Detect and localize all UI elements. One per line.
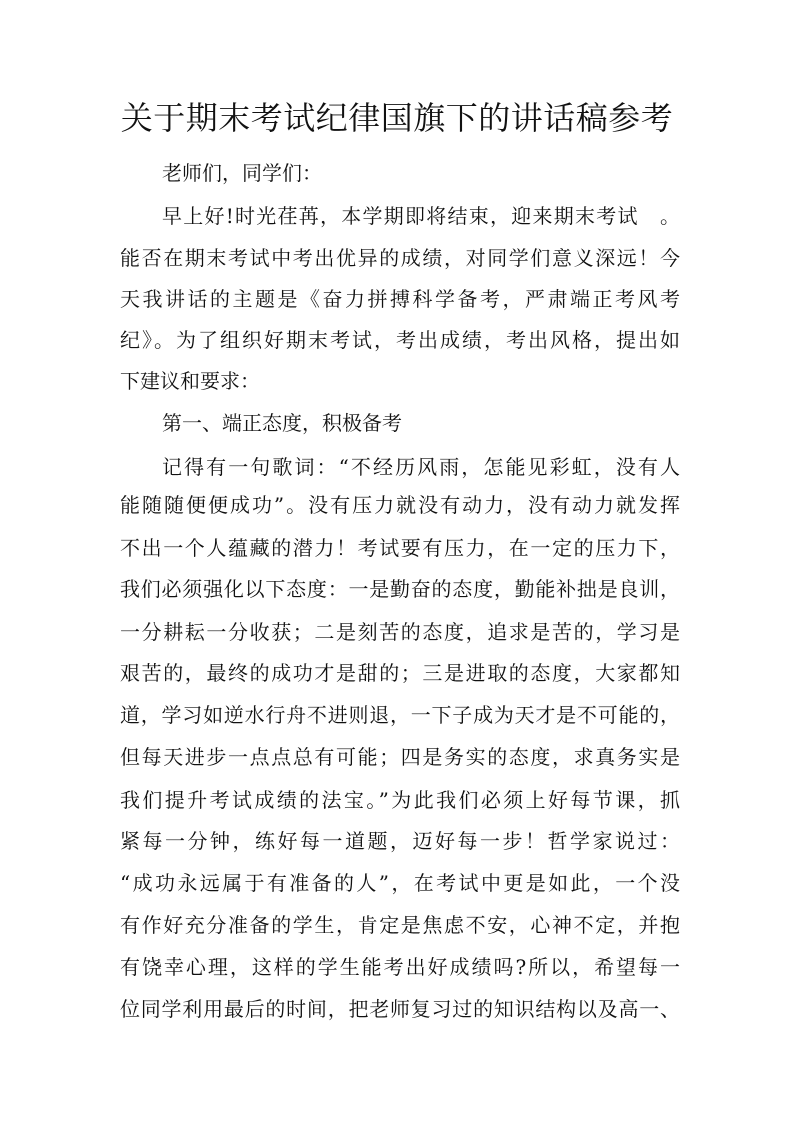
- body-line: 能随随便便成功”。没有压力就没有动力，没有动力就发挥: [120, 493, 680, 517]
- body-line: 紧每一分钟，练好每一道题，迈好每一步！哲学家说过：: [120, 829, 680, 853]
- section-heading: 第一、端正态度，积极备考: [162, 411, 402, 435]
- body-line: 我们必须强化以下态度：一是勤奋的态度，勤能补拙是良训，: [120, 577, 680, 601]
- body-line: 艰苦的，最终的成功才是甜的；三是进取的态度，大家都知: [120, 661, 680, 685]
- body-line: 能否在期末考试中考出优异的成绩，对同学们意义深远！今: [120, 246, 680, 270]
- body-line: 有饶幸心理，这样的学生能考出好成绩吗?所以，希望每一: [120, 955, 680, 979]
- body-line: 有作好充分准备的学生，肯定是焦虑不安，心神不定，并抱: [120, 913, 680, 937]
- salutation-line: 老师们，同学们：: [162, 161, 322, 185]
- body-line: 但每天进步一点点总有可能；四是务实的态度，求真务实是: [120, 745, 680, 769]
- body-line: “成功永远属于有准备的人”，在考试中更是如此，一个没: [120, 871, 680, 895]
- body-line: 道，学习如逆水行舟不进则退，一下子成为天才是不可能的，: [120, 703, 680, 727]
- body-line: 不出一个人蕴藏的潜力！考试要有压力，在一定的压力下，: [120, 536, 680, 560]
- body-line: 一分耕耘一分收获；二是刻苦的态度，追求是苦的，学习是: [120, 620, 680, 644]
- body-line: 天我讲话的主题是《奋力拼搏科学备考，严肃端正考风考: [120, 287, 680, 311]
- body-line: 我们提升考试成绩的法宝。”为此我们必须上好每节课，抓: [120, 788, 680, 812]
- body-line: 早上好!时光荏苒，本学期即将结束，迎来期末考试 。: [162, 204, 680, 228]
- body-line: 纪》。为了组织好期末考试，考出成绩，考出风格，提出如: [120, 328, 680, 352]
- body-line: 记得有一句歌词：“不经历风雨，怎能见彩虹，没有人: [162, 455, 680, 479]
- document-title: 关于期末考试纪律国旗下的讲话稿参考: [120, 99, 674, 137]
- body-line: 下建议和要求：: [120, 369, 260, 393]
- body-line: 位同学利用最后的时间，把老师复习过的知识结构以及高一、: [120, 997, 680, 1021]
